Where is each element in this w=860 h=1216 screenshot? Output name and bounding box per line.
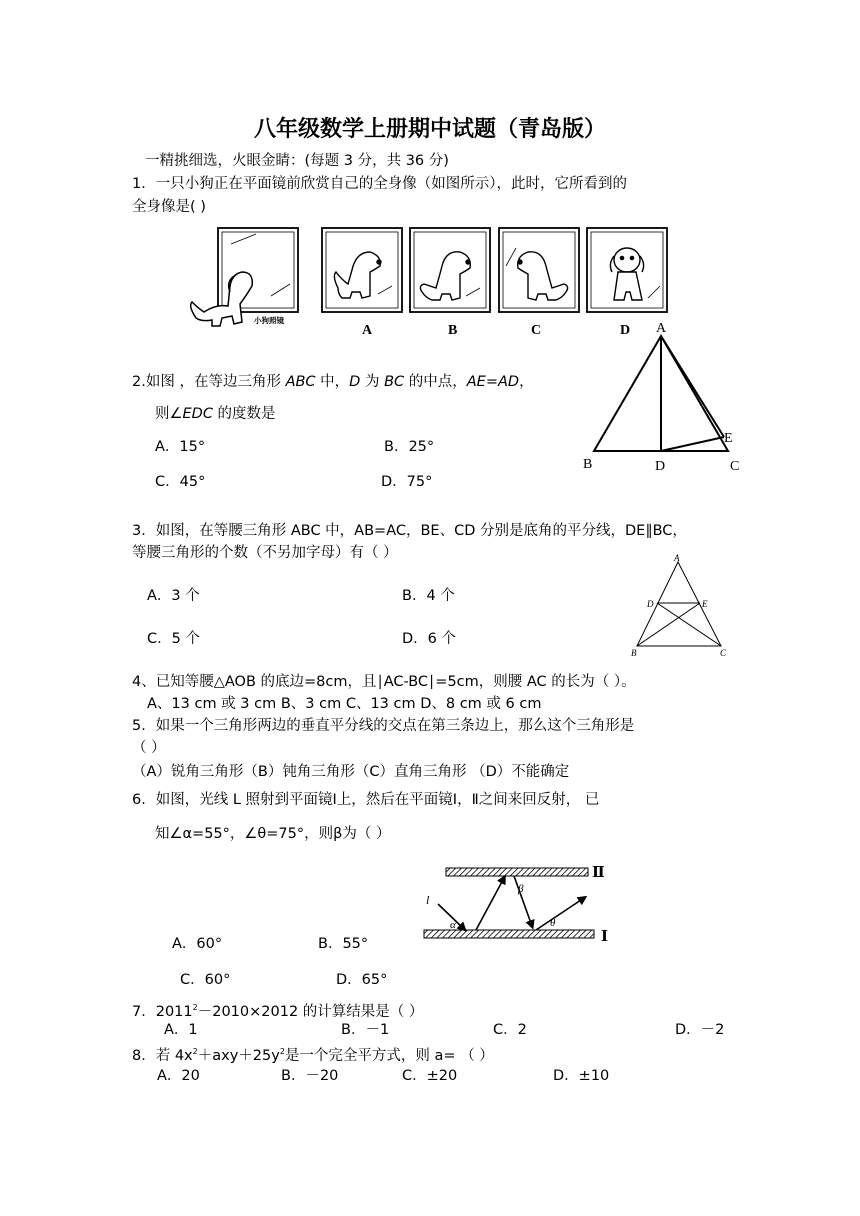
q2-option-c[interactable]: C．45° (155, 474, 206, 490)
q1-option-c-label: C (531, 323, 542, 338)
q2-triangle-figure (578, 318, 758, 478)
q6-label-beta: β (518, 883, 524, 895)
q3-text-line2: 等腰三角形的个数（不另加字母）有（ ） (132, 545, 398, 561)
q6-option-a[interactable]: A．60° (172, 936, 223, 952)
q3-segment-cd (657, 603, 721, 646)
q1-option-b-figure (410, 228, 490, 312)
q6-mirror-top (446, 868, 588, 876)
q6-label-alpha: α (450, 919, 456, 931)
q2-text-part: BC (384, 374, 405, 390)
q5-options: （A）锐角三角形（B）钝角三角形（C）直角三角形 （D）不能确定 (132, 764, 570, 780)
q5-text-line2: （ ） (132, 740, 166, 756)
q2-label-e: E (724, 431, 733, 446)
q1-mirror-original (191, 228, 298, 326)
q8-exponent: 2 (279, 1047, 285, 1056)
q6-label-mirror-top: Ⅱ (592, 865, 605, 881)
q7-text-part: －2010×2012 的计算结果是（ ） (197, 1003, 424, 1020)
q3-text-line1: 3．如图，在等腰三角形 ABC 中，AB=AC，BE、CD 分别是底角的平分线，DE∥BC， (132, 523, 687, 539)
q7-exponent: 2 (192, 1003, 198, 1012)
q6-ray-outgoing (536, 898, 584, 930)
section-heading: 一精挑细选，火眼金睛：(每题 3 分，共 36 分) (145, 153, 449, 169)
q6-option-d[interactable]: D．65° (336, 972, 388, 988)
q2-label-b: B (583, 457, 593, 472)
q4-options: A、13 cm 或 3 cm B、3 cm C、13 cm D、8 cm 或 6 cm (147, 696, 542, 712)
q1-mirror-caption: 小狗照镜 (254, 316, 284, 325)
q3-label-c: C (720, 648, 727, 658)
q8-exponent: 2 (192, 1047, 198, 1056)
q2-text-part: 则∠ (155, 406, 183, 422)
q2-label-d: D (655, 459, 666, 474)
q8-option-c[interactable]: C．±20 (402, 1068, 458, 1084)
q3-label-e: E (702, 599, 708, 609)
q2-text-part: 中， (315, 374, 350, 390)
q6-option-b[interactable]: B．55° (318, 936, 369, 952)
q7-option-b[interactable]: B．－1 (341, 1022, 390, 1038)
q2-text-part: ABC (285, 374, 316, 390)
q7-option-d[interactable]: D．－2 (675, 1022, 725, 1038)
q2-text-part: D (349, 374, 361, 390)
q7-text-part: 7．2011 (132, 1003, 193, 1020)
dog-icon (420, 252, 470, 300)
q3-option-b[interactable]: B．4 个 (402, 588, 455, 604)
dog-icon (610, 248, 643, 300)
q3-label-d: D (647, 599, 654, 609)
q3-triangle-figure (628, 552, 728, 662)
q1-option-a-figure (322, 228, 402, 312)
q1-option-a-label: A (362, 323, 373, 338)
q8-text-part: ＋axy＋25y (197, 1047, 280, 1064)
dog-icon (518, 252, 568, 300)
page-title: 八年级数学上册期中试题（青岛版） (253, 116, 606, 142)
q2-text-part: 的中点， (404, 374, 467, 390)
q1-option-b-label: B (448, 323, 458, 338)
q6-text-line2: 知∠α=55°，∠θ=75°，则β为（ ） (155, 826, 391, 842)
q2-option-d[interactable]: D．75° (381, 474, 433, 490)
q3-option-d[interactable]: D．6 个 (402, 631, 456, 647)
q6-mirror-bottom (424, 930, 594, 938)
q7-option-a[interactable]: A．1 (164, 1022, 198, 1038)
q3-label-b: B (631, 648, 637, 658)
q6-option-c[interactable]: C．60° (180, 972, 231, 988)
q8-option-d[interactable]: D．±10 (553, 1068, 610, 1084)
q2-text-part: EDC (182, 406, 213, 422)
q6-text-line1: 6．如图，光线 L 照射到平面镜Ⅰ上，然后在平面镜Ⅰ，Ⅱ之间来回反射， 已 (132, 792, 600, 808)
q3-label-a: A (674, 553, 680, 563)
q2-text-part: 为 (360, 374, 385, 390)
q1-option-d-figure (587, 228, 667, 312)
q2-text-part: AE=AD (466, 374, 520, 390)
q8-text-line1 (132, 1042, 494, 1066)
q2-label-a: A (656, 321, 667, 336)
q2-text-line2 (155, 404, 276, 424)
q7-text-line1 (132, 998, 423, 1022)
q6-label-theta: θ (550, 917, 556, 929)
q1-text-line2: 全身像是( ) (132, 199, 206, 215)
q3-segment-be (637, 603, 700, 646)
q2-segment-ae (661, 336, 724, 437)
q8-text-part: 8．若 4x (132, 1047, 193, 1064)
q3-option-a[interactable]: A．3 个 (147, 588, 200, 604)
q2-segment-de (661, 437, 724, 451)
q2-text-part: 的度数是 (212, 406, 276, 422)
q2-label-c: C (730, 459, 740, 474)
dog-icon (334, 252, 381, 298)
q8-option-a[interactable]: A．20 (157, 1068, 200, 1084)
q2-option-a[interactable]: A．15° (155, 439, 206, 455)
q6-label-ray: l (426, 893, 430, 907)
q6-mirror-reflection-figure (418, 860, 618, 950)
q1-option-c-figure (499, 228, 579, 312)
q8-option-b[interactable]: B．－20 (281, 1068, 339, 1084)
q6-label-mirror-bottom: Ⅰ (601, 929, 609, 945)
q2-text-part: ， (519, 374, 534, 390)
q5-text-line1: 5．如果一个三角形两边的垂直平分线的交点在第三条边上，那么这个三角形是 (132, 718, 635, 734)
q6-ray-2 (476, 878, 504, 930)
q8-text-part: 是一个完全平方式，则 a= （ ） (284, 1047, 494, 1064)
q2-text-part: 2.如图 ，在等边三角形 (132, 374, 286, 390)
q2-option-b[interactable]: B．25° (384, 439, 435, 455)
dog-icon (191, 272, 253, 326)
q1-option-d-label: D (620, 323, 631, 338)
q4-text-line1: 4、已知等腰△AOB 的底边=8cm，且∣AC-BC∣=5cm，则腰 AC 的长为（ ）。 (132, 674, 636, 690)
q1-text-line1: 1．一只小狗正在平面镜前欣赏自己的全身像（如图所示），此时，它所看到的 (132, 176, 627, 192)
q7-option-c[interactable]: C．2 (493, 1022, 527, 1038)
q3-option-c[interactable]: C．5 个 (147, 631, 200, 647)
q2-text-line1 (132, 372, 534, 392)
